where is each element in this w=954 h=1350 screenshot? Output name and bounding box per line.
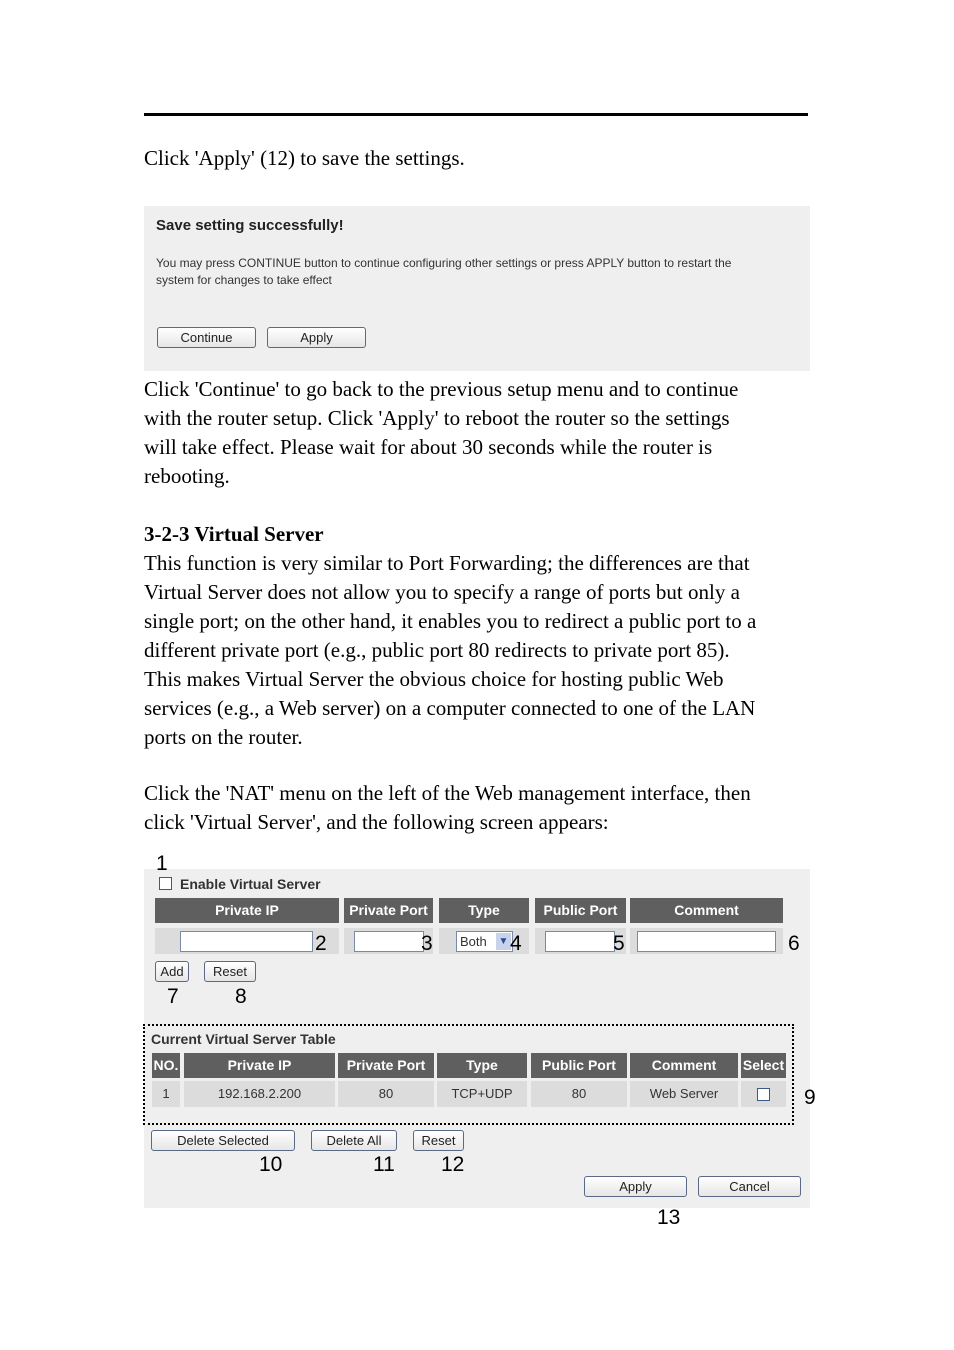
- callout-9: 9: [804, 1086, 816, 1109]
- table-header-no: NO.: [152, 1053, 180, 1078]
- callout-2: 2: [315, 932, 327, 955]
- save-dialog-message-2: system for changes to take effect: [156, 273, 332, 287]
- section-line: This function is very similar to Port Forwarding; the differences are that: [144, 551, 750, 575]
- callout-7: 7: [167, 985, 179, 1008]
- delete-selected-button[interactable]: Delete Selected: [151, 1130, 295, 1151]
- row-select-checkbox[interactable]: [757, 1088, 770, 1101]
- table-header-type: Type: [437, 1053, 527, 1078]
- table-cell-private-port: 80: [338, 1081, 434, 1107]
- delete-all-button[interactable]: Delete All: [311, 1130, 397, 1151]
- apply-button[interactable]: Apply: [267, 327, 366, 348]
- callout-3: 3: [421, 932, 433, 955]
- table-cell-public-port: 80: [531, 1081, 627, 1107]
- section-line: single port; on the other hand, it enables you to redirect a public port to a: [144, 609, 757, 633]
- apply-settings-button[interactable]: Apply: [584, 1176, 687, 1197]
- intro-text: Click 'Apply' (12) to save the settings.: [144, 146, 465, 170]
- save-dialog: [144, 206, 810, 371]
- reset-button[interactable]: Reset: [204, 961, 256, 982]
- section-line: This makes Virtual Server the obvious choice for hosting public Web: [144, 667, 724, 691]
- header-comment: Comment: [630, 898, 783, 923]
- nat-paragraph: [144, 779, 814, 837]
- section-paragraph: [144, 520, 814, 752]
- nat-line: Click the 'NAT' menu on the left of the Web management interface, then: [144, 781, 751, 805]
- add-button[interactable]: Add: [155, 961, 189, 982]
- nat-line: click 'Virtual Server', and the following screen appears:: [144, 810, 609, 834]
- top-rule: [144, 113, 808, 116]
- after-dialog-line: Click 'Continue' to go back to the previous setup menu and to continue: [144, 377, 739, 401]
- header-type: Type: [439, 898, 529, 923]
- header-private-port: Private Port: [344, 898, 433, 923]
- public-port-input[interactable]: [545, 931, 615, 952]
- current-table-title: Current Virtual Server Table: [151, 1031, 336, 1047]
- callout-8: 8: [235, 985, 247, 1008]
- callout-13: 13: [657, 1206, 681, 1229]
- header-public-port: Public Port: [535, 898, 626, 923]
- section-line: different private port (e.g., public port 80 redirects to private port 85).: [144, 638, 730, 662]
- comment-input[interactable]: [637, 931, 776, 952]
- private-ip-input[interactable]: [180, 931, 313, 952]
- callout-11: 11: [373, 1153, 395, 1176]
- table-cell-no: 1: [152, 1081, 180, 1107]
- enable-virtual-server-checkbox[interactable]: [159, 877, 172, 890]
- private-port-input[interactable]: [354, 931, 424, 952]
- table-header-comment: Comment: [630, 1053, 738, 1078]
- reset-table-button[interactable]: Reset: [413, 1130, 464, 1151]
- table-cell-comment: Web Server: [630, 1081, 738, 1107]
- table-header-private-ip: Private IP: [184, 1053, 335, 1078]
- after-dialog-paragraph: [144, 375, 814, 491]
- table-cell-type: TCP+UDP: [437, 1081, 527, 1107]
- table-cell-private-ip: 192.168.2.200: [184, 1081, 335, 1107]
- table-header-public-port: Public Port: [531, 1053, 627, 1078]
- save-dialog-message-1: You may press CONTINUE button to continue configuring other settings or press APPLY button to restart the: [156, 256, 732, 270]
- after-dialog-line: rebooting.: [144, 464, 230, 488]
- table-header-select: Select: [741, 1053, 786, 1078]
- table-header-private-port: Private Port: [338, 1053, 434, 1078]
- callout-4: 4: [510, 932, 522, 955]
- callout-5: 5: [613, 932, 625, 955]
- callout-6: 6: [788, 932, 800, 955]
- header-private-ip: Private IP: [155, 898, 339, 923]
- callout-10: 10: [259, 1153, 283, 1176]
- continue-button[interactable]: Continue: [157, 327, 256, 348]
- type-select[interactable]: [456, 931, 513, 952]
- after-dialog-line: will take effect. Please wait for about 30 seconds while the router is: [144, 435, 713, 459]
- after-dialog-line: with the router setup. Click 'Apply' to reboot the router so the settings: [144, 406, 730, 430]
- type-select-value: Both: [460, 934, 487, 949]
- section-line: services (e.g., a Web server) on a computer connected to one of the LAN: [144, 696, 756, 720]
- cancel-button[interactable]: Cancel: [698, 1176, 801, 1197]
- callout-1: 1: [156, 852, 168, 875]
- chevron-down-icon[interactable]: ▼: [496, 933, 511, 950]
- enable-virtual-server-label: Enable Virtual Server: [180, 876, 321, 892]
- section-line: Virtual Server does not allow you to specify a range of ports but only a: [144, 580, 740, 604]
- callout-12: 12: [441, 1153, 465, 1176]
- section-line: ports on the router.: [144, 725, 303, 749]
- section-heading: 3-2-3 Virtual Server: [144, 522, 324, 546]
- save-dialog-title: Save setting successfully!: [156, 217, 344, 234]
